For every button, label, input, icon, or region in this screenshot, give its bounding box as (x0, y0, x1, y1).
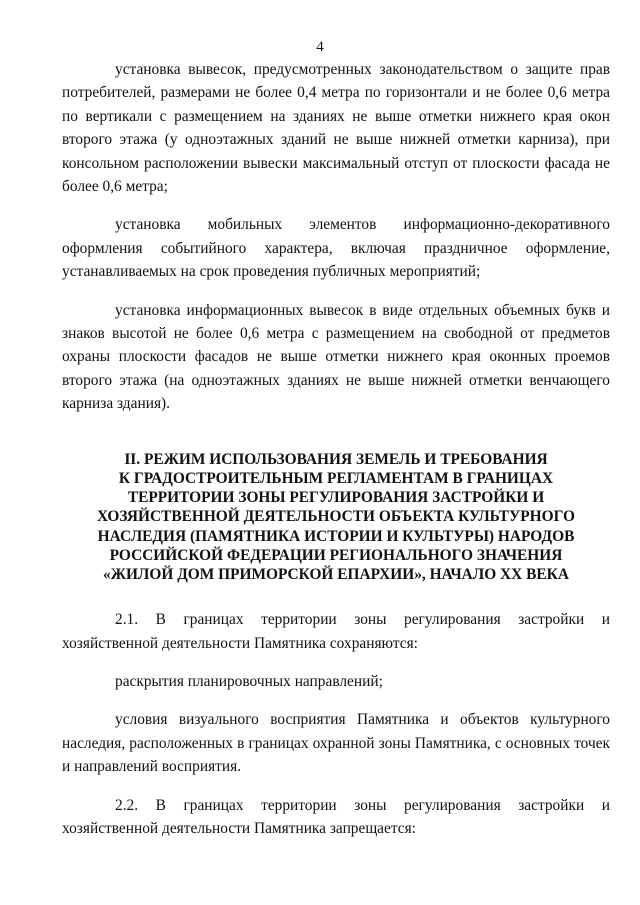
paragraph-mobile-elements: установка мобильных элементов информационно-декоративного оформления событийного характера, включая праздничное оформление, устанавливаемых на срок проведения публичных мероприятий; (62, 216, 610, 281)
section-heading (62, 450, 610, 584)
section-heading-line: II. РЕЖИМ ИСПОЛЬЗОВАНИЯ ЗЕМЕЛЬ И ТРЕБОВАНИЯ (124, 450, 548, 468)
section-heading-line: К ГРАДОСТРОИТЕЛЬНЫМ РЕГЛАМЕНТАМ В ГРАНИЦАХ (118, 469, 554, 487)
section-heading-line: ТЕРРИТОРИИ ЗОНЫ РЕГУЛИРОВАНИЯ ЗАСТРОЙКИ И (127, 489, 545, 507)
section-heading-line: НАСЛЕДИЯ (ПАМЯТНИКА ИСТОРИИ И КУЛЬТУРЫ) НАРОДОВ (97, 527, 575, 545)
section-heading-line: «ЖИЛОЙ ДОМ ПРИМОРСКОЙ ЕПАРХИИ», НАЧАЛО XX ВЕКА (103, 565, 569, 583)
page-content (62, 58, 610, 840)
paragraph-visual-perception: условия визуального восприятия Памятника и объектов культурного наследия, расположенных в границах охранной зоны Памятника, с основных точек и направлений восприятия. (62, 711, 610, 776)
paragraph-planning-directions: раскрытия планировочных направлений; (115, 672, 383, 690)
paragraph-volumetric-letters: установка информационных вывесок в виде отдельных объемных букв и знаков высотой не более 0,6 метра с размещением на свободной от предметов охраны плоскости фасадов не выше отметки нижнего края оконных проемов второго этажа (на одноэтажных зданиях не выше нижней отметки венчающего карниза здания). (62, 301, 610, 413)
paragraph-signage-consumer: установка вывесок, предусмотренных законодательством о защите прав потребителей, размерами не более 0,4 метра по горизонтали и не более 0,6 метра по вертикали с размещением на зданиях не выше отметки нижнего края окон второго этажа (у одноэтажных зданий не выше нижней отметки карниза), при консольном расположении вывески максимальный отступ от плоскости фасада не более 0,6 метра; (62, 61, 610, 196)
section-heading-line: РОССИЙСКОЙ ФЕДЕРАЦИИ РЕГИОНАЛЬНОГО ЗНАЧЕНИЯ (109, 546, 563, 564)
section-heading-line: ХОЗЯЙСТВЕННОЙ ДЕЯТЕЛЬНОСТИ ОБЪЕКТА КУЛЬТУРНОГО (97, 508, 575, 526)
page-number: 4 (316, 39, 324, 55)
paragraph-clause-2-2: 2.2. В границах территории зоны регулирования застройки и хозяйственной деятельности Памятника запрещается: (62, 796, 610, 837)
paragraph-clause-2-1: 2.1. В границах территории зоны регулирования застройки и хозяйственной деятельности Памятника сохраняются: (62, 611, 610, 652)
